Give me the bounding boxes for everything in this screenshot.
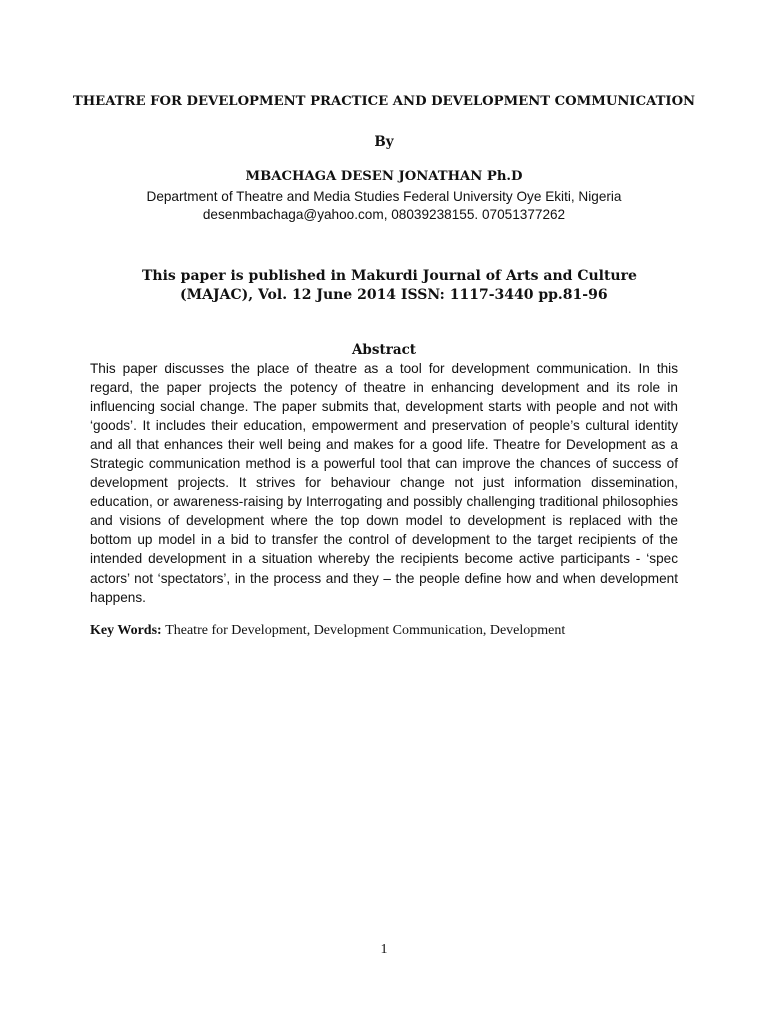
author-name: MBACHAGA DESEN JONATHAN Ph.D [245,169,523,184]
publication-info-line-1: This paper is published in Makurdi Journal of Arts and Culture [142,268,637,284]
keywords [90,623,690,639]
author-affiliation: Department of Theatre and Media Studies Federal University Oye Ekiti, Nigeria [146,189,622,204]
abstract-heading: Abstract [351,342,417,358]
keywords-text: Theatre for Development, Development Communication, Development [165,623,566,638]
by-line: By [374,134,394,150]
abstract-body: This paper discusses the place of theatre as a tool for development communication. In this regard, the paper projects the potency of theatre in enhancing development and its role in influencing social change. The paper submits that, development starts with people and not with ‘goods’. It includes their education, empowerment and preservation of people’s cultural identity and all that enhances their well being and makes for a good life. Theatre for Development as a Strategic communication method is a powerful tool that can improve the chances of success of development projects. It strives for behaviour change not just information dissemination, education, or awareness-raising by Interrogating and possibly challenging traditional philosophies and visions of development where the top down model to development is replaced with the bottom up model in a bid to transfer the control of development to the target recipients of the intended development in a situation whereby the recipients become active participants - ‘spec actors’ not ‘spectators’, in the process and they – the people define how and when development happens. [90,361,678,605]
publication-info-line-2: (MAJAC), Vol. 12 June 2014 ISSN: 1117-3440 pp.81-96 [180,287,608,303]
keywords-label: Key Words: [90,623,162,638]
paper-title: THEATRE FOR DEVELOPMENT PRACTICE AND DEVELOPMENT COMMUNICATION [72,94,696,109]
page-number: 1 [380,942,388,957]
author-contact: desenmbachaga@yahoo.com, 08039238155. 07051377262 [202,207,566,222]
